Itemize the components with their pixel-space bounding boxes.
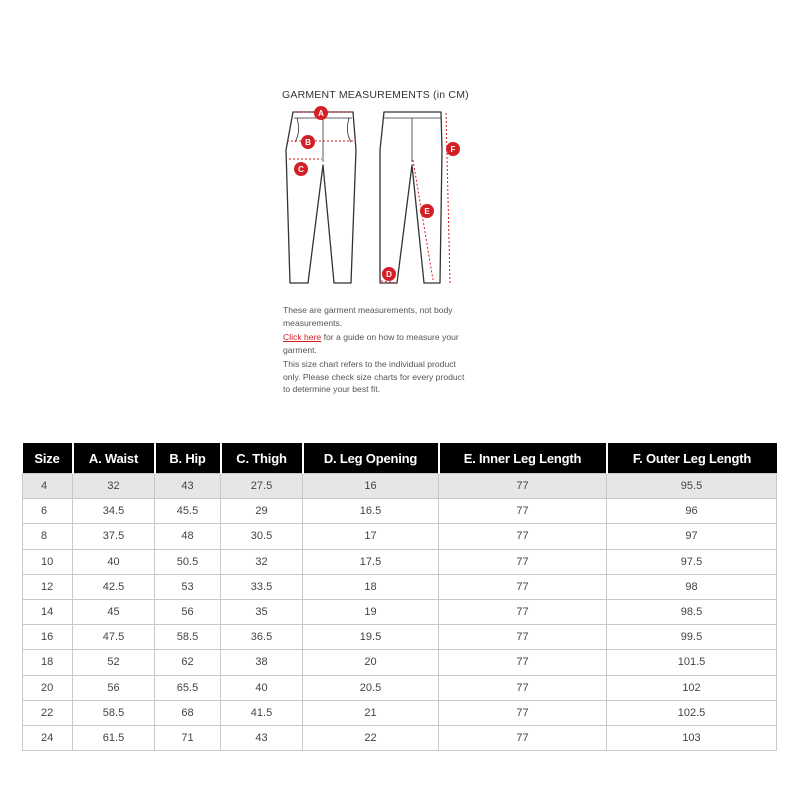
table-body <box>23 474 777 751</box>
outer-leg-cell: 98.5 <box>607 599 777 624</box>
table-row <box>23 474 777 499</box>
notes-line-3: This size chart refers to the individual product only. Please check size charts for every product to determine your best fit. <box>283 359 465 394</box>
inner-leg-cell: 77 <box>439 700 607 725</box>
size-cell: 20 <box>23 675 73 700</box>
outer-leg-cell: 98 <box>607 574 777 599</box>
table-row <box>23 524 777 549</box>
header-waist: A. Waist <box>73 443 155 474</box>
inner-leg-cell: 77 <box>439 574 607 599</box>
size-cell: 12 <box>23 574 73 599</box>
hip-cell: 56 <box>155 599 221 624</box>
leg-opening-cell: 16.5 <box>303 499 439 524</box>
thigh-cell: 29 <box>221 499 303 524</box>
thigh-cell: 32 <box>221 549 303 574</box>
inner-leg-cell: 77 <box>439 675 607 700</box>
marker-c <box>294 162 308 176</box>
table-row <box>23 574 777 599</box>
leg-opening-cell: 21 <box>303 700 439 725</box>
size-cell: 22 <box>23 700 73 725</box>
notes-line-2 <box>283 331 473 356</box>
outer-leg-cell: 103 <box>607 725 777 750</box>
header-inner-leg-length: E. Inner Leg Length <box>439 443 607 474</box>
hip-cell: 71 <box>155 725 221 750</box>
hip-cell: 62 <box>155 650 221 675</box>
hip-cell: 65.5 <box>155 675 221 700</box>
waist-cell: 58.5 <box>73 700 155 725</box>
table-row <box>23 725 777 750</box>
marker-f <box>446 142 460 156</box>
thigh-cell: 30.5 <box>221 524 303 549</box>
table-row <box>23 625 777 650</box>
hip-cell: 53 <box>155 574 221 599</box>
measure-guide-link[interactable]: Click here <box>283 332 322 342</box>
leg-opening-cell: 17.5 <box>303 549 439 574</box>
size-cell: 18 <box>23 650 73 675</box>
outer-leg-cell: 97.5 <box>607 549 777 574</box>
waist-cell: 61.5 <box>73 725 155 750</box>
leg-opening-cell: 17 <box>303 524 439 549</box>
table-row <box>23 499 777 524</box>
leg-opening-cell: 20 <box>303 650 439 675</box>
svg-text:B: B <box>305 138 311 147</box>
header-leg-opening: D. Leg Opening <box>303 443 439 474</box>
outer-leg-cell: 95.5 <box>607 474 777 499</box>
size-cell: 6 <box>23 499 73 524</box>
waist-cell: 45 <box>73 599 155 624</box>
waist-cell: 56 <box>73 675 155 700</box>
marker-e <box>420 204 434 218</box>
leg-opening-cell: 22 <box>303 725 439 750</box>
marker-d <box>382 267 396 281</box>
outer-leg-cell: 97 <box>607 524 777 549</box>
leg-opening-cell: 20.5 <box>303 675 439 700</box>
hip-cell: 48 <box>155 524 221 549</box>
thigh-cell: 43 <box>221 725 303 750</box>
header-hip: B. Hip <box>155 443 221 474</box>
notes-line-1: These are garment measurements, not body measurements. <box>283 305 453 328</box>
leg-opening-cell: 19 <box>303 599 439 624</box>
svg-text:C: C <box>298 165 304 174</box>
size-cell: 16 <box>23 625 73 650</box>
table-row <box>23 650 777 675</box>
inner-leg-cell: 77 <box>439 599 607 624</box>
table-row <box>23 700 777 725</box>
hip-cell: 43 <box>155 474 221 499</box>
thigh-cell: 38 <box>221 650 303 675</box>
hip-cell: 45.5 <box>155 499 221 524</box>
inner-leg-cell: 77 <box>439 625 607 650</box>
table-row <box>23 549 777 574</box>
header-thigh: C. Thigh <box>221 443 303 474</box>
inner-leg-cell: 77 <box>439 524 607 549</box>
outer-leg-cell: 102.5 <box>607 700 777 725</box>
hip-cell: 50.5 <box>155 549 221 574</box>
hip-cell: 68 <box>155 700 221 725</box>
inner-leg-cell: 77 <box>439 650 607 675</box>
pants-back-view <box>380 112 442 283</box>
notes-line-2-text: for a guide on how to measure your garment. <box>283 332 459 355</box>
measurement-notes <box>283 304 473 398</box>
table-header-row <box>23 443 777 474</box>
waist-cell: 47.5 <box>73 625 155 650</box>
leg-opening-cell: 18 <box>303 574 439 599</box>
header-outer-leg-length: F. Outer Leg Length <box>607 443 777 474</box>
thigh-cell: 35 <box>221 599 303 624</box>
table-row <box>23 599 777 624</box>
svg-text:D: D <box>386 270 392 279</box>
outer-leg-cell: 99.5 <box>607 625 777 650</box>
size-cell: 24 <box>23 725 73 750</box>
waist-cell: 42.5 <box>73 574 155 599</box>
svg-text:E: E <box>424 207 430 216</box>
pants-front-view <box>286 112 356 283</box>
marker-a <box>314 106 328 120</box>
waist-cell: 32 <box>73 474 155 499</box>
thigh-cell: 27.5 <box>221 474 303 499</box>
header-size: Size <box>23 443 73 474</box>
outer-leg-cell: 101.5 <box>607 650 777 675</box>
inner-leg-cell: 77 <box>439 725 607 750</box>
outer-leg-cell: 96 <box>607 499 777 524</box>
outer-leg-cell: 102 <box>607 675 777 700</box>
inner-leg-cell: 77 <box>439 549 607 574</box>
size-cell: 4 <box>23 474 73 499</box>
thigh-cell: 36.5 <box>221 625 303 650</box>
diagram-title: GARMENT MEASUREMENTS (in CM) <box>282 89 469 101</box>
hip-cell: 58.5 <box>155 625 221 650</box>
waist-cell: 40 <box>73 549 155 574</box>
thigh-cell: 33.5 <box>221 574 303 599</box>
inner-leg-cell: 77 <box>439 474 607 499</box>
inner-leg-cell: 77 <box>439 499 607 524</box>
size-cell: 10 <box>23 549 73 574</box>
svg-text:A: A <box>318 109 324 118</box>
table-row <box>23 675 777 700</box>
size-cell: 14 <box>23 599 73 624</box>
marker-b <box>301 135 315 149</box>
thigh-cell: 40 <box>221 675 303 700</box>
pants-measurement-diagram <box>270 86 480 286</box>
waist-cell: 34.5 <box>73 499 155 524</box>
size-cell: 8 <box>23 524 73 549</box>
size-chart-table <box>22 443 777 751</box>
thigh-cell: 41.5 <box>221 700 303 725</box>
waist-cell: 37.5 <box>73 524 155 549</box>
waist-cell: 52 <box>73 650 155 675</box>
svg-text:F: F <box>450 145 456 154</box>
leg-opening-cell: 16 <box>303 474 439 499</box>
leg-opening-cell: 19.5 <box>303 625 439 650</box>
